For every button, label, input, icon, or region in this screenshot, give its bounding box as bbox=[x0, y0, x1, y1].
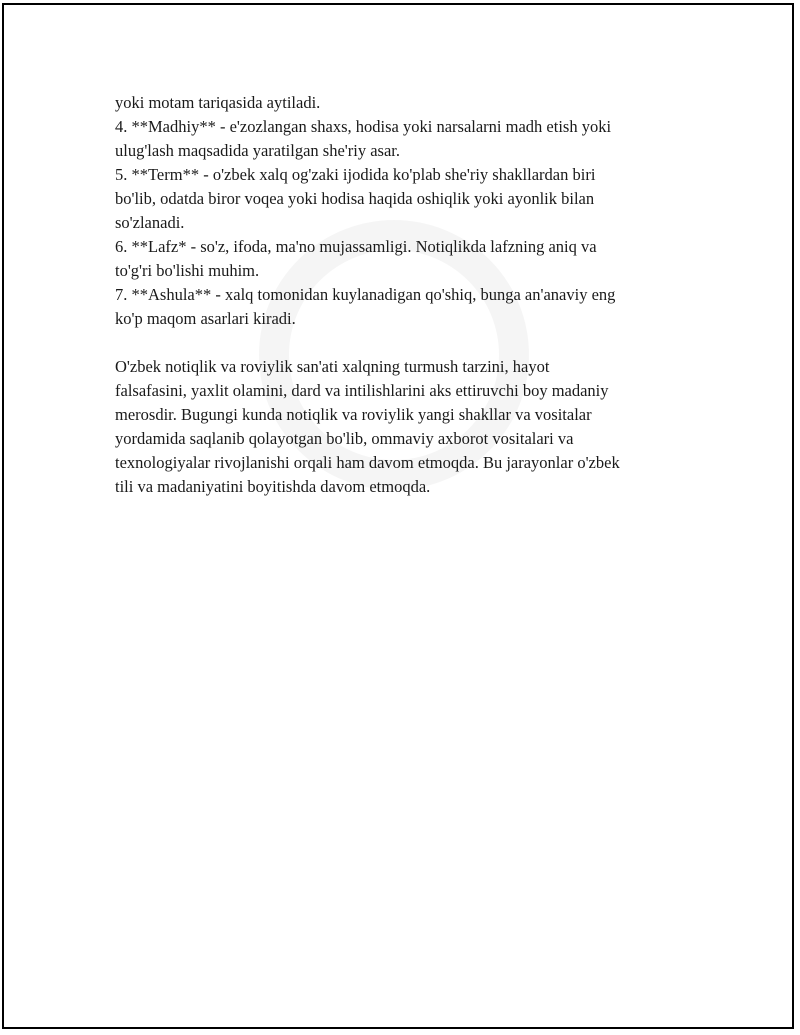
list-line: so'zlanadi. bbox=[115, 213, 185, 232]
list-line: yoki motam tariqasida aytiladi. bbox=[115, 93, 321, 112]
list-line: ulug'lash maqsadida yaratilgan she'riy asar. bbox=[115, 141, 400, 160]
list-line: bo'lib, odatda biror voqea yoki hodisa haqida oshiqlik yoki ayonlik bilan bbox=[115, 189, 595, 208]
paragraph-line: tili va madaniyatini boyitishda davom etmoqda. bbox=[115, 477, 431, 496]
paragraph-line: yordamida saqlanib qolayotgan bo'lib, ommaviy axborot vositalari va bbox=[115, 429, 574, 448]
list-line: ko'p maqom asarlari kiradi. bbox=[115, 309, 296, 328]
list-item-lafz: 6. **Lafz* - so'z, ifoda, ma'no mujassamligi. Notiqlikda lafzning aniq va bbox=[115, 237, 597, 256]
term-list bbox=[115, 91, 685, 331]
paragraph-line: falsafasini, yaxlit olamini, dard va intilishlarini aks ettiruvchi boy madaniy bbox=[115, 381, 609, 400]
paragraph-spacer bbox=[115, 331, 685, 355]
paragraph-line: O'zbek notiqlik va roviylik san'ati xalqning turmush tarzini, hayot bbox=[115, 357, 550, 376]
list-line: to'g'ri bo'lishi muhim. bbox=[115, 261, 260, 280]
list-item-madhiy: 4. **Madhiy** - e'zozlangan shaxs, hodisa yoki narsalarni madh etish yoki bbox=[115, 117, 612, 136]
list-item-ashula: 7. **Ashula** - xalq tomonidan kuylanadigan qo'shiq, bunga an'anaviy eng bbox=[115, 285, 616, 304]
paragraph-line: texnologiyalar rivojlanishi orqali ham davom etmoqda. Bu jarayonlar o'zbek bbox=[115, 453, 620, 472]
paragraph-line: merosdir. Bugungi kunda notiqlik va roviylik yangi shakllar va vositalar bbox=[115, 405, 592, 424]
list-item-term: 5. **Term** - o'zbek xalq og'zaki ijodida ko'plab she'riy shakllardan biri bbox=[115, 165, 596, 184]
document-body bbox=[115, 91, 685, 499]
conclusion-paragraph bbox=[115, 355, 685, 499]
